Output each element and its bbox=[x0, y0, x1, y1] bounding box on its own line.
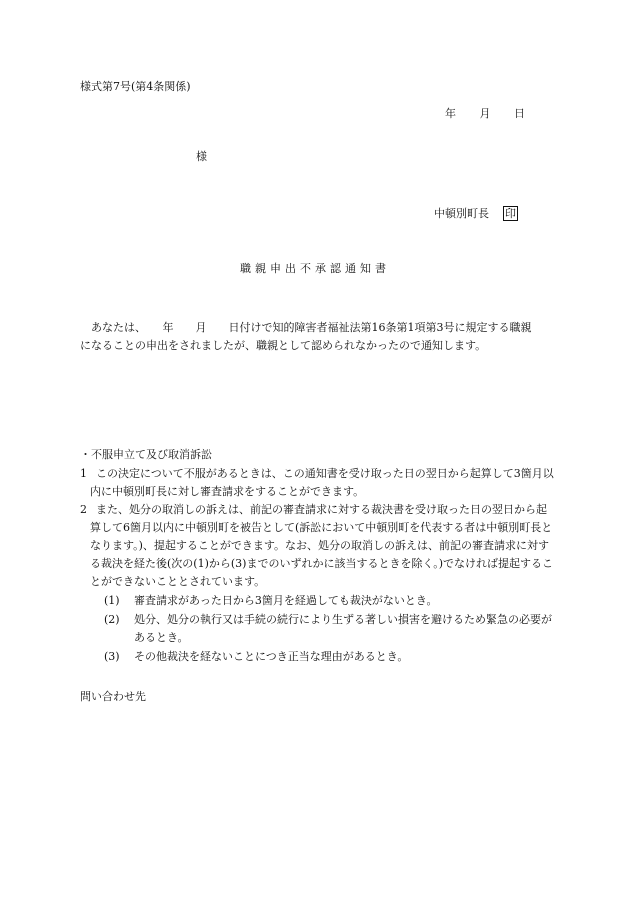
item-text: また、処分の取消しの訴えは、前記の審査請求に対する裁決書を受け取った日の翌日から起算して6箇月以内に中頓別町を被告として(訴訟において中頓別町を代表する者は中頓別町長となります。)、提起することができます。なお、処分の取消しの訴えは、前記の審査請求に対する裁決を経た後(次の(1)から(3)までのいずれかに該当するときを除く。)でなければ提起することができないこととされています。 bbox=[90, 503, 554, 588]
sub-item-number: (1) bbox=[104, 594, 120, 607]
sub-item bbox=[104, 611, 554, 647]
list-item bbox=[80, 501, 554, 591]
inquiry-label: 問い合わせ先 bbox=[80, 690, 146, 703]
sub-list bbox=[104, 592, 554, 666]
sub-item-text: その他裁決を経ないことにつき正当な理由があるとき。 bbox=[134, 650, 409, 663]
appeal-heading: ・不服申立て及び取消訴訟 bbox=[80, 448, 212, 461]
item-number: 1 bbox=[80, 467, 87, 480]
date-line: 年 月 日 bbox=[445, 107, 525, 120]
item-number: 2 bbox=[80, 503, 87, 516]
addressee-honorific: 様 bbox=[196, 150, 207, 163]
issuer-name: 中頓別町長 bbox=[434, 207, 489, 220]
sub-item bbox=[104, 648, 554, 666]
sub-item-number: (3) bbox=[104, 650, 120, 663]
seal-mark: 印 bbox=[505, 207, 516, 220]
item-text: この決定について不服があるときは、この通知書を受け取った日の翌日から起算して3箇月以内に中頓別町長に対し審査請求をすることができます。 bbox=[90, 467, 554, 498]
appeal-list bbox=[80, 465, 554, 666]
sub-item-text: 処分、処分の執行又は手続の続行により生ずる著しい損害を避けるため緊急の必要があるとき。 bbox=[134, 613, 552, 644]
sub-item-text: 審査請求があった日から3箇月を経過しても裁決がないとき。 bbox=[134, 594, 438, 607]
sub-item-number: (2) bbox=[104, 613, 120, 626]
issuer-block bbox=[434, 206, 518, 221]
sub-item bbox=[104, 592, 554, 610]
list-item bbox=[80, 465, 554, 501]
notice-body: あなたは、 年 月 日付けで知的障害者福祉法第16条第1項第3号に規定する職親になることの申出をされましたが、職親として認められなかったので通知します。 bbox=[80, 321, 532, 352]
document-title: 職親申出不承認通知書 bbox=[240, 262, 390, 275]
form-number: 様式第7号(第4条関係) bbox=[80, 80, 191, 93]
